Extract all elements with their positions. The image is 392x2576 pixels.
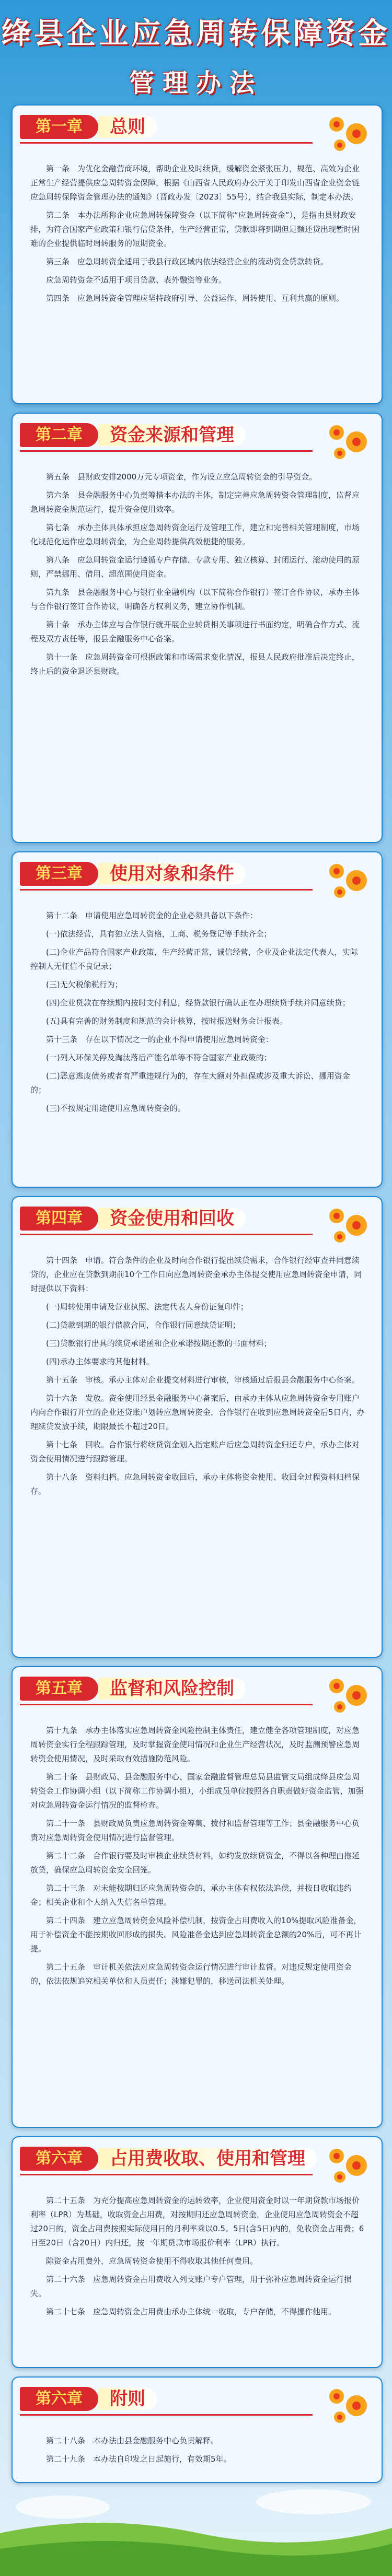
chapter-title: 资金来源和管理	[98, 424, 246, 446]
chapter-underline	[20, 2174, 313, 2175]
flower-decoration-icon	[315, 856, 376, 906]
chapter-underline	[20, 1704, 313, 1705]
chapter-underline	[20, 1234, 313, 1235]
chapter-number: 第四章	[20, 1207, 98, 1231]
chapter-number: 第二章	[20, 423, 98, 447]
article-paragraph: 第二十一条 县财政局负责应急周转资金筹集、拨付和监督管理等工作；县金融服务中心负责对应急周转资金使用情况进行监督管理。	[30, 1819, 360, 1842]
chapter-panel-4	[11, 1196, 383, 1658]
article-paragraph: 第五条 县财政安排2000万元专项资金，作为设立应急周转资金的引导资金。	[46, 472, 317, 482]
chapter-number: 第一章	[20, 115, 98, 139]
chapter-body	[30, 1254, 365, 1503]
article-paragraph: 第二十五条 审计机关依法对应急周转资金运行情况进行审计监督。对违反规定使用资金的，依法依规追究相关单位和人员责任；涉嫌犯罪的，移送司法机关处理。	[30, 1962, 352, 1986]
article-paragraph: 第十一条 应急周转资金可根据政策和市场需求变化情况，报县人民政府批准后决定终止，终止后的资金退还县财政。	[30, 652, 360, 676]
chapter-heading	[20, 1203, 323, 1234]
article-paragraph: 第二十条 县财政局、县金融服务中心、国家金融监督管理总局县监管支局组成绛县应急周转资金工作协调小组（以下简称工作协调小组），小组成员单位按照各自职责做好资金监管，加强对应急周转资金运行情况的监督检查。	[30, 1772, 364, 1810]
article-paragraph: 第七条 承办主体具体承担应急周转资金运行及管理工作，建立和完善相关管理制度，市场化规范化运作应急周转资金，为企业周转提供高效便捷的服务。	[30, 523, 360, 546]
article-paragraph: (四)承办主体要求的其他材料。	[46, 1357, 154, 1366]
article-paragraph: (一)列入环保关停及淘汰落后产能名单等不符合国家产业政策的；	[46, 1053, 272, 1062]
chapter-title: 资金使用和回收	[98, 1208, 246, 1230]
article-paragraph: 第十九条 承办主体落实应急周转资金风险控制主体责任，建立健全各项管理制度，对应急周转资金实行全程跟踪管理，及时掌握资金使用情况和企业生产经营状况，及时监测预警应急周转资金使用情况，及时采取有效措施防范风险。	[30, 1726, 360, 1763]
article-paragraph: (二)贷款到期的银行借款合同，合作银行同意续贷证明；	[46, 1320, 240, 1330]
article-paragraph: 第二十二条 合作银行要及时审核企业续贷材料，如约发放续贷资金，不得以各种理由拖延放贷，确保应急周转资金安全回笼。	[30, 1851, 360, 1875]
page-subtitle: 管理办法	[129, 68, 263, 98]
chapter-title: 总则	[98, 116, 157, 138]
chapter-number: 第六章	[20, 2147, 98, 2171]
article-paragraph: 第十六条 发放。资金使用经县金融服务中心备案后，由承办主体从应急周转资金专用账户内向合作银行开立的企业还贷账户划转应急周转资金，合作银行在收到应急周转资金后5日内，办理续贷发放手续，期限最长不超过20日。	[30, 1394, 365, 1431]
chapter-underline	[20, 142, 313, 144]
article-paragraph: 第二十三条 对未能按期归还应急周转资金的，承办主体有权依法追偿，并按日收取违约金；相关企业和个人纳入失信名单管理。	[30, 1883, 352, 1907]
chapter-body	[30, 2194, 365, 2323]
chapter-body	[30, 1724, 365, 1993]
chapter-body	[30, 162, 365, 310]
article-paragraph: 第十二条 申请使用应急周转资金的企业必须具备以下条件：	[46, 911, 258, 920]
article-paragraph: (二)恶意逃废债务或者有严重违规行为的，存在大额对外担保或涉及重大诉讼、挪用资金的；	[30, 1071, 350, 1095]
chapter-panel-6	[11, 2136, 383, 2368]
article-paragraph: 第一条 为优化金融营商环境，帮助企业及时续贷，缓解资金紧张压力，规范、高效为企业正常生产经营提供应急周转资金保障，根据《山西省人民政府办公厅关于印发山西省企业资金链应急周转保障资金管理办法的通知》（晋政办发〔2023〕55号），结合我县实际，制定本办法。	[30, 164, 360, 202]
flower-decoration-icon	[315, 2381, 376, 2431]
flower-decoration-icon	[315, 417, 376, 467]
flower-decoration-icon	[315, 1200, 376, 1250]
article-paragraph: 第二条 本办法所称企业应急周转保障资金（以下简称“应急周转资金”），是指由县财政安排，为符合国家产业政策和银行信贷条件，生产经营正常，贷款即将到期但足额还贷出现暂时困难的企业提供临时周转服务的短期资金。	[30, 210, 360, 248]
article-paragraph: 第三条 应急周转资金适用于我县行政区域内依法经营企业的流动资金贷款转贷。	[46, 257, 329, 266]
article-paragraph: 除资金占用费外，应急周转资金使用不得收取其他任何费用。	[46, 2256, 258, 2266]
article-paragraph: 第二十八条 本办法由县金融服务中心负责解释。	[46, 2436, 219, 2445]
chapter-underline	[20, 889, 313, 891]
article-paragraph: (一)周转使用申请及营业执照、法定代表人身份证复印件；	[46, 1302, 248, 1312]
article-paragraph: (一)依法经营，具有独立法人资格，工商、税务登记等手续齐全；	[46, 929, 272, 939]
chapter-number: 第三章	[20, 862, 98, 886]
page-title: 绛县企业应急周转保障资金	[2, 17, 390, 51]
article-paragraph: (三)贷款银行出具的续贷承诺函和企业承诺按期还款的书面材料；	[46, 1339, 272, 1348]
article-paragraph: 第二十四条 建立应急周转资金风险补偿机制，按资金占用费收入的10%提取风险准备金，用于补偿资金不能按期收回形成的损失。风险准备金达到应急周转资金总额的20%后，可不再计提。	[30, 1916, 362, 1953]
chapter-body	[30, 2434, 365, 2470]
chapter-heading	[20, 2144, 323, 2174]
article-paragraph: 第二十七条 应急周转资金占用费由承办主体统一收取，专户存储，不得挪作他用。	[46, 2307, 337, 2316]
article-paragraph: (四)企业贷款在存续期内按时支付利息，经贷款银行确认正在办理续贷手续并同意续贷；	[46, 998, 350, 1008]
chapter-heading	[20, 112, 323, 142]
chapter-heading	[20, 859, 323, 889]
article-paragraph: 第九条 县金融服务中心与银行业金融机构（以下简称合作银行）签订合作协议，承办主体与合作银行签订合作协议，明确各方权利义务，建立协作机制。	[30, 588, 360, 611]
chapter-heading	[20, 420, 323, 450]
chapter-panel-5	[11, 1666, 383, 2128]
article-paragraph: 第六条 县金融服务中心负责筹措本办法的主体，制定完善应急周转资金管理制度，监督应急周转资金规范运行，提升资金使用效率。	[30, 490, 360, 514]
article-paragraph: 应急周转资金不适用于项目贷款、表外融资等业务。	[46, 275, 227, 285]
chapter-underline	[20, 450, 313, 452]
chapter-panel-3	[11, 851, 383, 1188]
chapter-underline	[20, 2414, 313, 2416]
chapter-body	[30, 909, 365, 1120]
chapter-body	[30, 470, 365, 683]
article-paragraph: 第十条 承办主体应与合作银行就开展企业转贷相关事项进行书面约定，明确合作方式、流程及双方责任等，报县金融服务中心备案。	[30, 620, 360, 643]
chapter-panel-7	[11, 2376, 383, 2483]
article-paragraph: (三)无欠税偷税行为；	[46, 980, 123, 989]
chapter-title: 使用对象和条件	[98, 863, 246, 885]
article-paragraph: (五)具有完善的财务制度和规范的会计核算，按时报送财务会计报表。	[46, 1016, 287, 1026]
chapter-title: 监督和风险控制	[98, 1678, 246, 1700]
flower-decoration-icon	[315, 1670, 376, 1720]
article-paragraph: 第四条 应急周转资金管理应坚持政府引导、公益运作、周转使用、互利共赢的原则。	[46, 294, 344, 303]
flower-decoration-icon	[315, 2140, 376, 2191]
chapter-title: 占用费收取、使用和管理	[98, 2148, 317, 2170]
article-paragraph: 第十八条 资料归档。应急周转资金收回后，承办主体将资金使用、收回全过程资料归档保存。	[30, 1472, 360, 1496]
chapter-heading	[20, 1673, 323, 1704]
chapter-panel-1	[11, 104, 383, 404]
article-paragraph: 第十四条 申请。符合条件的企业及时向合作银行提出续贷需求，合作银行经审查并同意续贷的，企业应在贷款到期前10个工作日向应急周转资金承办主体提交使用应急周转资金申请，同时提供以下资料：	[30, 1256, 362, 1293]
article-paragraph: 第十五条 审核。承办主体对企业提交材料进行审核，审核通过后报县金融服务中心备案。	[46, 1375, 360, 1385]
article-paragraph: 第十三条 存在以下情况之一的企业不得申请使用应急周转资金：	[46, 1035, 274, 1044]
article-paragraph: 第二十九条 本办法自印发之日起施行，有效期5年。	[46, 2454, 232, 2464]
article-paragraph: 第十七条 回收。合作银行将续贷资金划入指定账户后应急周转资金归还专户，承办主体对资金使用情况进行跟踪管理。	[30, 1440, 360, 1463]
article-paragraph: 第二十五条 为充分提高应急周转资金的运转效率，企业使用资金时以一年期贷款市场报价利率（LPR）为基础，收取资金占用费，对按期归还应急周转资金，企业使用应急周转资金不超过20日的，资金占用费按照实际使用日的月利率乘以0.5。5日(含5日)内的，免收资金占用费；6日至20日（含20日）内归还，按一年期贷款市场报价利率（LPR）执行。	[30, 2196, 364, 2247]
grass-field-decoration	[0, 2486, 392, 2576]
chapter-number: 第六章	[20, 2387, 98, 2411]
article-paragraph: (三)不按规定用途使用应急周转资金的。	[46, 1104, 186, 1113]
chapter-number: 第五章	[20, 1677, 98, 1701]
flower-decoration-icon	[315, 109, 376, 159]
chapter-heading	[20, 2384, 323, 2414]
article-paragraph: 第八条 应急周转资金运行遵循专户存储、专款专用、独立核算、封闭运行、滚动使用的原则，严禁挪用、借用、超范围使用资金。	[30, 555, 360, 579]
chapter-title: 附则	[98, 2388, 157, 2410]
article-paragraph: 第二十六条 应急周转资金占用费收入列支账户专户管理，用于弥补应急周转资金运行损失。	[30, 2275, 352, 2298]
article-paragraph: (二)企业产品符合国家产业政策，生产经营正常，诚信经营，企业及企业法定代表人，实际控制人无征信不良记录；	[30, 947, 358, 971]
chapter-panel-2	[11, 413, 383, 843]
